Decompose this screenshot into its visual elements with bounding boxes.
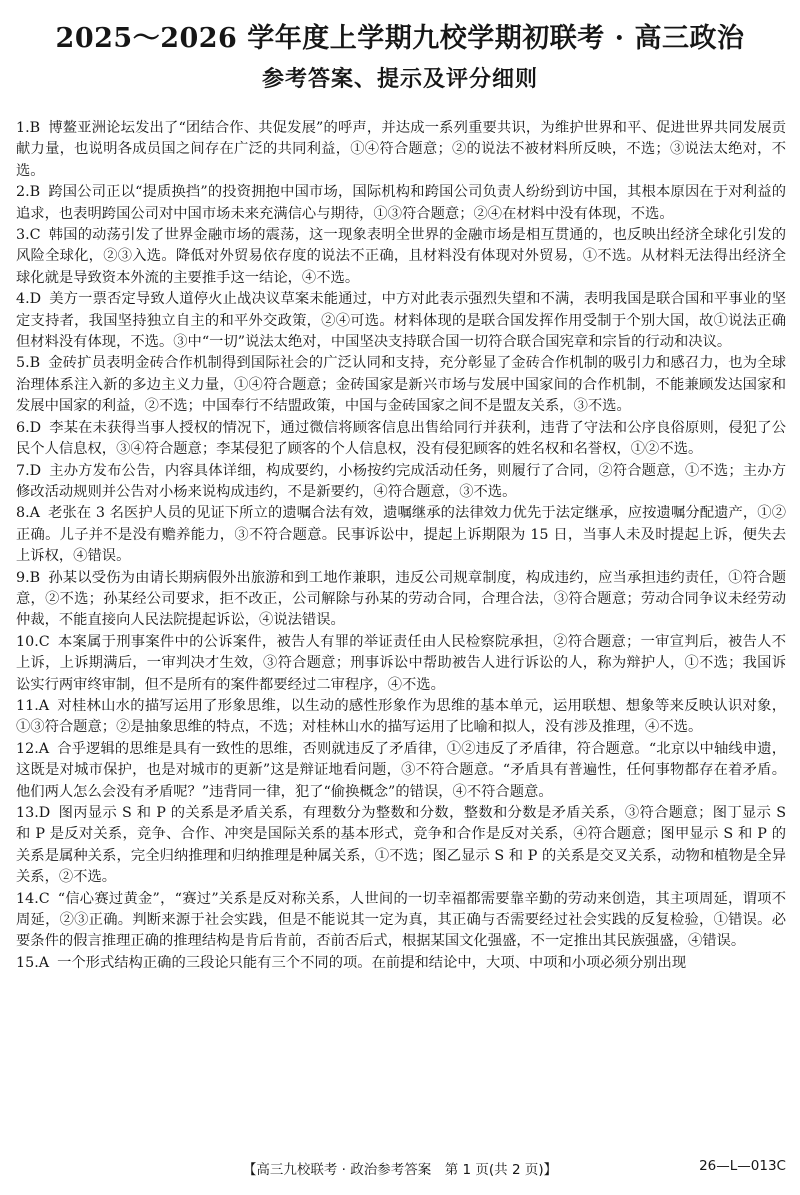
answer-key: D: [29, 419, 42, 436]
answer-item-15: [16, 953, 786, 974]
answer-number: 14.: [16, 890, 39, 907]
answer-item-11: [16, 696, 786, 739]
answer-explanation: 跨国公司正以“提质换挡”的投资拥抱中国市场，国际机构和跨国公司负责人纷纷到访中国，其根本原因在于对利益的追求，也表明跨国公司对中国市场未来充满信心与期待，①③符合题意；②④在材料中没有体现，不选。: [16, 184, 786, 222]
answer-number: 11.: [16, 697, 39, 714]
answer-explanation: 一个形式结构正确的三段论只能有三个不同的项。在前提和结论中，大项、中项和小项必须分别出现: [57, 954, 687, 971]
answer-key: C: [29, 227, 41, 244]
page-subtitle: 参考答案、提示及评分细则: [261, 67, 538, 92]
answer-explanation: 李某在未获得当事人授权的情况下，通过微信将顾客信息出售给同行并获利，违背了守法和公序良俗原则，侵犯了公民个人信息权，③④符合题意；李某侵犯了顾客的个人信息权，没有侵犯顾客的姓名权和名誉权，①②不选。: [16, 419, 786, 458]
answer-explanation: 老张在 3 名医护人员的见证下所立的遗嘱合法有效，遗嘱继承的法律效力优先于法定继承，应按遗嘱分配遗产，①②正确。儿子并不是没有赡养能力，③不符合题意。民事诉讼中，提起上诉期限为 15 日，当事人未及时提起上诉，便失去上诉权，④错误。: [16, 505, 786, 565]
footer-page-info: 【高三九校联考 · 政治参考答案 第 1 页(共 2 页)】: [242, 1162, 558, 1178]
answer-number: 5.: [16, 355, 30, 372]
answer-item-9: [16, 568, 786, 632]
answer-item-6: [16, 418, 786, 461]
answer-key: B: [29, 120, 41, 136]
answer-item-13: [16, 803, 786, 889]
answer-item-3: [16, 225, 786, 289]
answer-item-7: [16, 461, 786, 504]
answer-number: 2.: [16, 184, 30, 201]
answer-key: C: [38, 890, 50, 907]
answer-number: 12.: [16, 740, 39, 757]
answer-key: A: [38, 740, 50, 757]
answer-explanation: 美方一票否定导致人道停火止战决议草案未能通过，中方对此表示强烈失望和不满，表明我国是联合国和平事业的坚定支持者，我国坚持独立自主的和平外交政策，②④可选。材料体现的是联合国发挥作用受制于个别大国，故①说法正确但材料没有体现，不选。③中“一切”说法太绝对，中国坚决支持联合国一切符合联合国宪章和宗旨的行动和决议。: [16, 291, 786, 351]
answer-number: 7.: [16, 462, 30, 479]
footer-doc-code: 26—L—013C: [699, 1158, 786, 1174]
answer-explanation: 博鳌亚洲论坛发出了“团结合作、共促发展”的呼声，并达成一系列重要共识，为维护世界和平、促进世界共同发展贡献力量，也说明各成员国之间存在广泛的共同利益，①④符合题意；②的说法不被材料所反映，不选；③说法太绝对，不选。: [16, 120, 786, 179]
answer-explanation: 图丙显示 S 和 P 的关系是矛盾关系，有理数分为整数和分数，整数和分数是矛盾关系，③符合题意；图丁显示 S 和 P 是反对关系，竞争、合作、冲突是国际关系的基本形式，竞争和合作是反对关系，④符合题意；图甲显示 S 和 P 的关系是属种关系，完全归纳推理和归纳推理是种属关系，①不选；图乙显示 S 和 P 的关系是交叉关系，动物和植物是全异关系，②不选。: [16, 805, 786, 886]
answer-key: A: [29, 505, 40, 522]
answer-key: A: [38, 954, 50, 971]
answer-explanation: 本案属于刑事案件中的公诉案件，被告人有罪的举证责任由人民检察院承担，②符合题意；一审宣判后，被告人不上诉，上诉期满后，一审判决才生效，③符合题意；刑事诉讼中帮助被告人进行诉讼的人，称为辩护人，①不选；我国诉讼实行两审终审制，但不是所有的案件都要经过二审程序，④不选。: [16, 633, 786, 693]
answer-number: 1.: [16, 120, 30, 136]
answer-key: D: [38, 805, 51, 821]
answer-explanation: “信心赛过黄金”，“赛过”关系是反对称关系，人世间的一切幸福都需要靠辛勤的劳动来创造，其主项周延，谓项不周延，②③正确。判断来源于社会实践，但是不能说其一定为真，其正确与否需要经过社会实践的反复检验，①错误。必要条件的假言推理正确的推理结构是肯后肯前，否前否后式，根据某国文化强盛，不一定推出其民族强盛，④错误。: [16, 890, 786, 950]
answer-number: 8.: [16, 505, 30, 522]
answer-number: 4.: [16, 291, 30, 308]
answer-number: 3.: [16, 227, 30, 244]
answer-number: 15.: [16, 954, 39, 971]
answer-explanation: 合乎逻辑的思维是具有一致性的思维，否则就违反了矛盾律，①②违反了矛盾律，符合题意。“北京以中轴线申遗，这既是对城市保护，也是对城市的更新”这是辩证地看问题，③不符合题意。“矛盾具有普遍性，任何事物都存在着矛盾。他们两人怎么会没有矛盾呢？”违背同一律，犯了“偷换概念”的错误，④不符合题意。: [16, 740, 786, 800]
answer-number: 6.: [16, 419, 30, 436]
answer-explanation: 孙某以受伤为由请长期病假外出旅游和到工地作兼职，违反公司规章制度，构成违约，应当承担违约责任，①符合题意，②不选；孙某经公司要求，拒不改正，公司解除与孙某的劳动合同，合理合法，③符合题意；劳动合同争议未经劳动仲裁，不能直接向人民法院提起诉讼，④说法错误。: [16, 569, 786, 629]
answer-number: 9.: [16, 569, 30, 586]
answer-key: B: [29, 569, 41, 586]
answer-item-8: [16, 503, 786, 567]
answer-key: A: [38, 697, 50, 714]
answer-explanation: 韩国的动荡引发了世界金融市场的震荡，这一现象表明全世界的金融市场是相互贯通的，也反映出经济全球化引发的风险全球化，②③入选。降低对外贸易依存度的说法不正确，且材料没有体现对外贸易，①不选。从材料无法得出经济全球化就是导致资本外流的主要推手这一结论，④不选。: [16, 227, 786, 286]
answer-key: D: [29, 462, 42, 479]
answer-item-4: [16, 289, 786, 353]
answer-explanation: 对桂林山水的描写运用了形象思维，以生动的感性形象作为思维的基本单元，运用联想、想象等来反映认识对象，①③符合题意；②是抽象思维的特点，不选；对桂林山水的描写运用了比喻和拟人，没有涉及推理，④不选。: [16, 697, 786, 736]
answer-item-12: [16, 739, 786, 803]
page-footer: [0, 1156, 800, 1180]
answer-item-10: [16, 632, 786, 696]
answer-key: C: [38, 633, 50, 650]
answer-key: D: [29, 291, 42, 308]
answer-item-1: [16, 118, 786, 182]
answer-item-14: [16, 889, 786, 953]
answer-item-2: [16, 182, 786, 225]
answer-key: B: [29, 184, 41, 201]
answer-number: 10.: [16, 633, 39, 650]
answer-item-5: [16, 353, 786, 417]
answer-number: 13.: [16, 805, 39, 821]
answer-explanation: 金砖扩员表明金砖合作机制得到国际社会的广泛认同和支持，充分彰显了金砖合作机制的吸引力和感召力，也为全球治理体系注入新的多边主义力量，①④符合题意；金砖国家是新兴市场与发展中国家间的合作机制，不能兼顾发达国家和发展中国家的利益，②不选；中国奉行不结盟政策，中国与金砖国家之间不是盟友关系，③不选。: [16, 355, 786, 415]
answer-explanation: 主办方发布公告，内容具体详细，构成要约，小杨按约完成活动任务，则履行了合同，②符合题意，①不选；主办方修改活动规则并公告对小杨来说构成违约，不是新要约，④符合题意，③不选。: [16, 462, 786, 500]
page-title: 2025～2026 学年度上学期九校学期初联考 · 高三政治: [55, 23, 745, 54]
answer-key: B: [29, 355, 41, 372]
answer-list: [16, 118, 786, 974]
